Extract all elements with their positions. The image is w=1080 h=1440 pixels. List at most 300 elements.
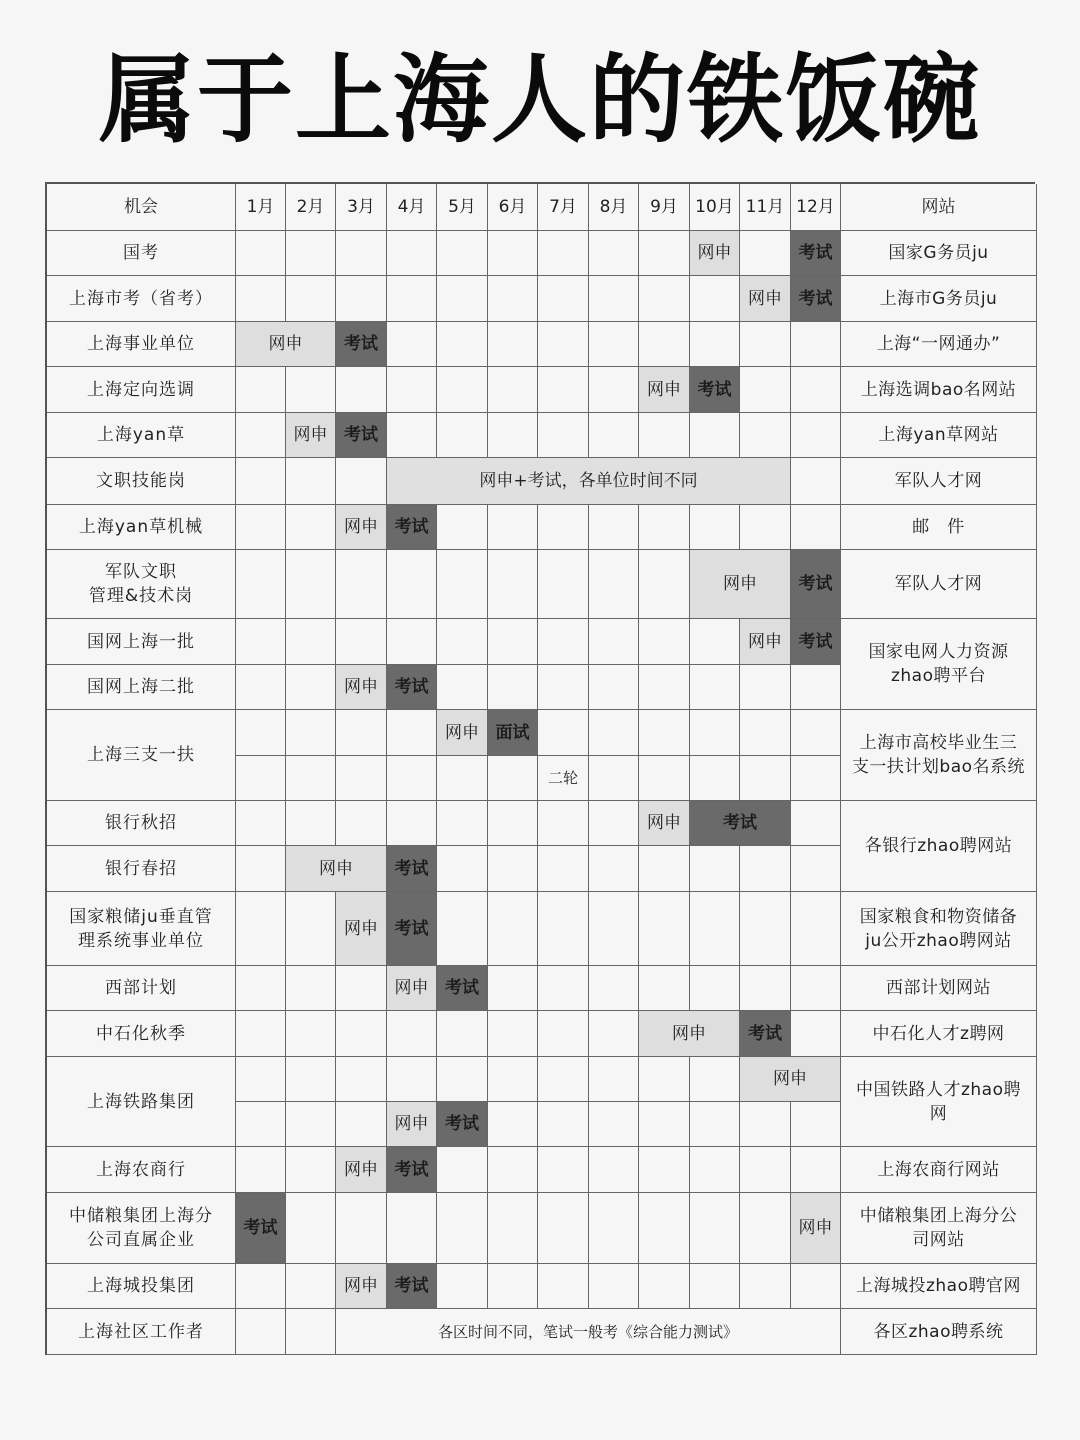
empty-cell (336, 966, 387, 1011)
empty-cell (387, 1057, 437, 1102)
empty-cell (538, 1264, 589, 1309)
empty-cell (740, 231, 791, 276)
empty-cell (589, 276, 639, 322)
empty-cell (387, 619, 437, 665)
empty-cell (488, 413, 538, 458)
empty-cell (589, 756, 639, 801)
row-name: 上海农商行 (47, 1147, 236, 1193)
exam-period: 考试 (791, 619, 841, 665)
empty-cell (437, 413, 488, 458)
empty-cell (488, 276, 538, 322)
empty-cell (437, 276, 488, 322)
empty-cell (690, 1057, 740, 1102)
exam-period: 考试 (387, 892, 437, 966)
empty-cell (791, 367, 841, 413)
empty-cell (740, 966, 791, 1011)
empty-cell (437, 231, 488, 276)
empty-cell (387, 756, 437, 801)
website-cell: 中储粮集团上海分公 司网站 (841, 1193, 1037, 1264)
empty-cell (589, 550, 639, 619)
empty-cell (538, 322, 589, 367)
empty-cell (639, 505, 690, 550)
apply-period: 网申 (690, 550, 791, 619)
empty-cell (286, 1193, 336, 1264)
empty-cell (690, 846, 740, 892)
empty-cell (639, 1193, 690, 1264)
empty-cell (791, 665, 841, 710)
empty-cell (236, 892, 286, 966)
exam-period: 考试 (336, 322, 387, 367)
website-cell: 国家电网人力资源 zhao聘平台 (841, 619, 1037, 710)
header-website: 网站 (841, 184, 1037, 231)
website-cell: 上海“一网通办” (841, 322, 1037, 367)
empty-cell (791, 1011, 841, 1057)
website-cell: 国家粮食和物资储备 ju公开zhao聘网站 (841, 892, 1037, 966)
header-month: 9月 (639, 184, 690, 231)
row-name: 军队文职 管理&技术岗 (47, 550, 236, 619)
empty-cell (740, 1193, 791, 1264)
empty-cell (740, 413, 791, 458)
empty-cell (791, 322, 841, 367)
website-cell: 上海yan草网站 (841, 413, 1037, 458)
row-name: 文职技能岗 (47, 458, 236, 505)
schedule-note: 网申+考试，各单位时间不同 (387, 458, 791, 505)
second-round: 二轮 (538, 756, 589, 801)
empty-cell (690, 756, 740, 801)
empty-cell (437, 801, 488, 846)
empty-cell (740, 846, 791, 892)
empty-cell (437, 756, 488, 801)
empty-cell (286, 231, 336, 276)
exam-period: 考试 (437, 1102, 488, 1147)
website-cell: 国家G务员ju (841, 231, 1037, 276)
apply-period: 网申 (690, 231, 740, 276)
empty-cell (740, 665, 791, 710)
exam-period: 考试 (387, 1264, 437, 1309)
empty-cell (791, 846, 841, 892)
empty-cell (336, 710, 387, 756)
empty-cell (538, 1193, 589, 1264)
empty-cell (538, 231, 589, 276)
header-month: 12月 (791, 184, 841, 231)
empty-cell (589, 801, 639, 846)
empty-cell (538, 966, 589, 1011)
empty-cell (488, 619, 538, 665)
empty-cell (286, 1057, 336, 1102)
empty-cell (538, 710, 589, 756)
row-name: 上海市考（省考） (47, 276, 236, 322)
empty-cell (286, 619, 336, 665)
empty-cell (387, 1011, 437, 1057)
empty-cell (639, 846, 690, 892)
schedule-note: 各区时间不同，笔试一般考《综合能力测试》 (336, 1309, 841, 1355)
apply-period: 网申 (740, 276, 791, 322)
website-cell: 中国铁路人才zhao聘 网 (841, 1057, 1037, 1147)
empty-cell (236, 801, 286, 846)
empty-cell (639, 619, 690, 665)
row-name: 国家粮储ju垂直管 理系统事业单位 (47, 892, 236, 966)
empty-cell (286, 1147, 336, 1193)
empty-cell (437, 846, 488, 892)
empty-cell (236, 1147, 286, 1193)
empty-cell (236, 619, 286, 665)
empty-cell (286, 505, 336, 550)
empty-cell (639, 1102, 690, 1147)
apply-period: 网申 (791, 1193, 841, 1264)
empty-cell (336, 756, 387, 801)
website-cell: 军队人才网 (841, 458, 1037, 505)
empty-cell (690, 276, 740, 322)
empty-cell (488, 1264, 538, 1309)
apply-period: 网申 (387, 1102, 437, 1147)
empty-cell (286, 1011, 336, 1057)
empty-cell (236, 1011, 286, 1057)
row-name: 银行春招 (47, 846, 236, 892)
empty-cell (236, 1309, 286, 1355)
empty-cell (639, 756, 690, 801)
empty-cell (740, 1102, 791, 1147)
empty-cell (437, 1147, 488, 1193)
apply-period: 网申 (639, 367, 690, 413)
empty-cell (791, 505, 841, 550)
empty-cell (387, 231, 437, 276)
empty-cell (488, 892, 538, 966)
empty-cell (437, 665, 488, 710)
empty-cell (286, 756, 336, 801)
empty-cell (437, 1011, 488, 1057)
row-name: 中石化秋季 (47, 1011, 236, 1057)
apply-period: 网申 (639, 1011, 740, 1057)
exam-period: 考试 (236, 1193, 286, 1264)
header-month: 2月 (286, 184, 336, 231)
empty-cell (740, 892, 791, 966)
empty-cell (286, 710, 336, 756)
empty-cell (690, 1147, 740, 1193)
row-name: 国网上海二批 (47, 665, 236, 710)
empty-cell (437, 892, 488, 966)
apply-period: 网申 (286, 413, 336, 458)
empty-cell (236, 1102, 286, 1147)
empty-cell (538, 505, 589, 550)
exam-period: 考试 (387, 1147, 437, 1193)
website-cell: 上海农商行网站 (841, 1147, 1037, 1193)
exam-period: 考试 (387, 505, 437, 550)
page-title: 属于上海人的铁饭碗 (99, 44, 981, 156)
empty-cell (791, 413, 841, 458)
empty-cell (740, 756, 791, 801)
empty-cell (538, 1057, 589, 1102)
row-name: 国考 (47, 231, 236, 276)
empty-cell (791, 1102, 841, 1147)
empty-cell (538, 367, 589, 413)
empty-cell (538, 665, 589, 710)
empty-cell (236, 1057, 286, 1102)
empty-cell (538, 276, 589, 322)
row-name: 上海定向选调 (47, 367, 236, 413)
empty-cell (791, 892, 841, 966)
empty-cell (286, 1102, 336, 1147)
empty-cell (488, 966, 538, 1011)
website-cell: 军队人才网 (841, 550, 1037, 619)
empty-cell (236, 231, 286, 276)
empty-cell (336, 619, 387, 665)
empty-cell (639, 1147, 690, 1193)
empty-cell (437, 550, 488, 619)
row-name: 上海yan草机械 (47, 505, 236, 550)
row-name: 上海三支一扶 (47, 710, 236, 801)
empty-cell (791, 966, 841, 1011)
exam-period: 考试 (791, 276, 841, 322)
apply-period: 网申 (740, 1057, 841, 1102)
empty-cell (639, 322, 690, 367)
interview-period: 面试 (488, 710, 538, 756)
empty-cell (791, 756, 841, 801)
apply-period: 网申 (336, 892, 387, 966)
empty-cell (538, 550, 589, 619)
empty-cell (236, 1264, 286, 1309)
row-name: 上海铁路集团 (47, 1057, 236, 1147)
empty-cell (437, 367, 488, 413)
empty-cell (690, 1193, 740, 1264)
empty-cell (488, 231, 538, 276)
empty-cell (387, 1193, 437, 1264)
empty-cell (589, 505, 639, 550)
apply-period: 网申 (336, 1147, 387, 1193)
empty-cell (589, 710, 639, 756)
empty-cell (286, 1309, 336, 1355)
empty-cell (740, 1264, 791, 1309)
empty-cell (488, 322, 538, 367)
empty-cell (589, 1147, 639, 1193)
empty-cell (286, 276, 336, 322)
empty-cell (488, 505, 538, 550)
apply-period: 网申 (236, 322, 336, 367)
empty-cell (236, 505, 286, 550)
empty-cell (488, 801, 538, 846)
empty-cell (639, 276, 690, 322)
empty-cell (690, 710, 740, 756)
empty-cell (336, 550, 387, 619)
row-name: 银行秋招 (47, 801, 236, 846)
empty-cell (336, 1057, 387, 1102)
apply-period: 网申 (336, 1264, 387, 1309)
empty-cell (236, 665, 286, 710)
empty-cell (437, 619, 488, 665)
empty-cell (488, 367, 538, 413)
empty-cell (387, 367, 437, 413)
empty-cell (589, 231, 639, 276)
row-name: 国网上海一批 (47, 619, 236, 665)
empty-cell (639, 966, 690, 1011)
empty-cell (236, 756, 286, 801)
empty-cell (488, 1147, 538, 1193)
empty-cell (639, 550, 690, 619)
empty-cell (740, 710, 791, 756)
exam-period: 考试 (387, 846, 437, 892)
empty-cell (387, 710, 437, 756)
empty-cell (236, 710, 286, 756)
empty-cell (589, 1193, 639, 1264)
empty-cell (791, 710, 841, 756)
empty-cell (286, 550, 336, 619)
empty-cell (387, 276, 437, 322)
empty-cell (236, 966, 286, 1011)
empty-cell (387, 550, 437, 619)
exam-period: 考试 (336, 413, 387, 458)
header-month: 4月 (387, 184, 437, 231)
apply-period: 网申 (387, 966, 437, 1011)
row-name: 上海城投集团 (47, 1264, 236, 1309)
empty-cell (740, 322, 791, 367)
header-month: 1月 (236, 184, 286, 231)
empty-cell (791, 458, 841, 505)
empty-cell (336, 367, 387, 413)
empty-cell (336, 276, 387, 322)
header-opportunity: 机会 (47, 184, 236, 231)
apply-period: 网申 (639, 801, 690, 846)
empty-cell (639, 413, 690, 458)
apply-period: 网申 (437, 710, 488, 756)
empty-cell (286, 367, 336, 413)
empty-cell (690, 619, 740, 665)
row-name: 中储粮集团上海分 公司直属企业 (47, 1193, 236, 1264)
website-cell: 上海市高校毕业生三 支一扶计划bao名系统 (841, 710, 1037, 801)
empty-cell (336, 801, 387, 846)
empty-cell (538, 1102, 589, 1147)
empty-cell (690, 505, 740, 550)
exam-period: 考试 (437, 966, 488, 1011)
empty-cell (437, 1193, 488, 1264)
empty-cell (639, 1264, 690, 1309)
empty-cell (437, 322, 488, 367)
empty-cell (589, 892, 639, 966)
empty-cell (336, 1193, 387, 1264)
empty-cell (791, 1264, 841, 1309)
empty-cell (690, 1264, 740, 1309)
empty-cell (336, 458, 387, 505)
empty-cell (336, 1102, 387, 1147)
website-cell: 上海市G务员ju (841, 276, 1037, 322)
apply-period: 网申 (286, 846, 387, 892)
empty-cell (488, 846, 538, 892)
row-name: 上海yan草 (47, 413, 236, 458)
website-cell: 邮 件 (841, 505, 1037, 550)
empty-cell (639, 231, 690, 276)
website-cell: 各银行zhao聘网站 (841, 801, 1037, 892)
empty-cell (488, 1011, 538, 1057)
empty-cell (690, 1102, 740, 1147)
header-month: 7月 (538, 184, 589, 231)
empty-cell (488, 756, 538, 801)
empty-cell (690, 966, 740, 1011)
empty-cell (791, 801, 841, 846)
empty-cell (437, 505, 488, 550)
empty-cell (286, 1264, 336, 1309)
row-name: 上海事业单位 (47, 322, 236, 367)
empty-cell (437, 1057, 488, 1102)
empty-cell (740, 505, 791, 550)
website-cell: 上海选调bao名网站 (841, 367, 1037, 413)
empty-cell (488, 1057, 538, 1102)
website-cell: 中石化人才z聘网 (841, 1011, 1037, 1057)
empty-cell (236, 413, 286, 458)
empty-cell (589, 665, 639, 710)
empty-cell (589, 322, 639, 367)
apply-period: 网申 (740, 619, 791, 665)
empty-cell (286, 892, 336, 966)
website-cell: 各区zhao聘系统 (841, 1309, 1037, 1355)
empty-cell (690, 665, 740, 710)
empty-cell (639, 1057, 690, 1102)
website-cell: 西部计划网站 (841, 966, 1037, 1011)
schedule-table (45, 182, 1035, 1355)
empty-cell (286, 665, 336, 710)
empty-cell (538, 413, 589, 458)
empty-cell (488, 1193, 538, 1264)
exam-period: 考试 (740, 1011, 791, 1057)
empty-cell (336, 231, 387, 276)
empty-cell (639, 665, 690, 710)
header-month: 5月 (437, 184, 488, 231)
empty-cell (538, 892, 589, 966)
empty-cell (589, 367, 639, 413)
empty-cell (538, 1147, 589, 1193)
empty-cell (740, 367, 791, 413)
empty-cell (690, 413, 740, 458)
empty-cell (236, 846, 286, 892)
empty-cell (589, 1011, 639, 1057)
empty-cell (387, 413, 437, 458)
header-month: 8月 (589, 184, 639, 231)
empty-cell (437, 1264, 488, 1309)
exam-period: 考试 (791, 550, 841, 619)
website-cell: 上海城投zhao聘官网 (841, 1264, 1037, 1309)
empty-cell (236, 458, 286, 505)
empty-cell (286, 966, 336, 1011)
exam-period: 考试 (387, 665, 437, 710)
empty-cell (488, 1102, 538, 1147)
header-month: 11月 (740, 184, 791, 231)
empty-cell (538, 1011, 589, 1057)
exam-period: 考试 (690, 801, 791, 846)
empty-cell (538, 846, 589, 892)
empty-cell (589, 1264, 639, 1309)
empty-cell (236, 367, 286, 413)
row-name: 西部计划 (47, 966, 236, 1011)
empty-cell (387, 801, 437, 846)
empty-cell (690, 322, 740, 367)
empty-cell (589, 1057, 639, 1102)
exam-period: 考试 (791, 231, 841, 276)
empty-cell (589, 966, 639, 1011)
empty-cell (538, 619, 589, 665)
empty-cell (639, 892, 690, 966)
header-month: 10月 (690, 184, 740, 231)
empty-cell (791, 1147, 841, 1193)
empty-cell (236, 276, 286, 322)
empty-cell (336, 1011, 387, 1057)
apply-period: 网申 (336, 665, 387, 710)
empty-cell (538, 801, 589, 846)
empty-cell (488, 665, 538, 710)
exam-period: 考试 (690, 367, 740, 413)
empty-cell (639, 710, 690, 756)
row-name: 上海社区工作者 (47, 1309, 236, 1355)
empty-cell (740, 1147, 791, 1193)
header-month: 3月 (336, 184, 387, 231)
empty-cell (286, 801, 336, 846)
empty-cell (286, 458, 336, 505)
